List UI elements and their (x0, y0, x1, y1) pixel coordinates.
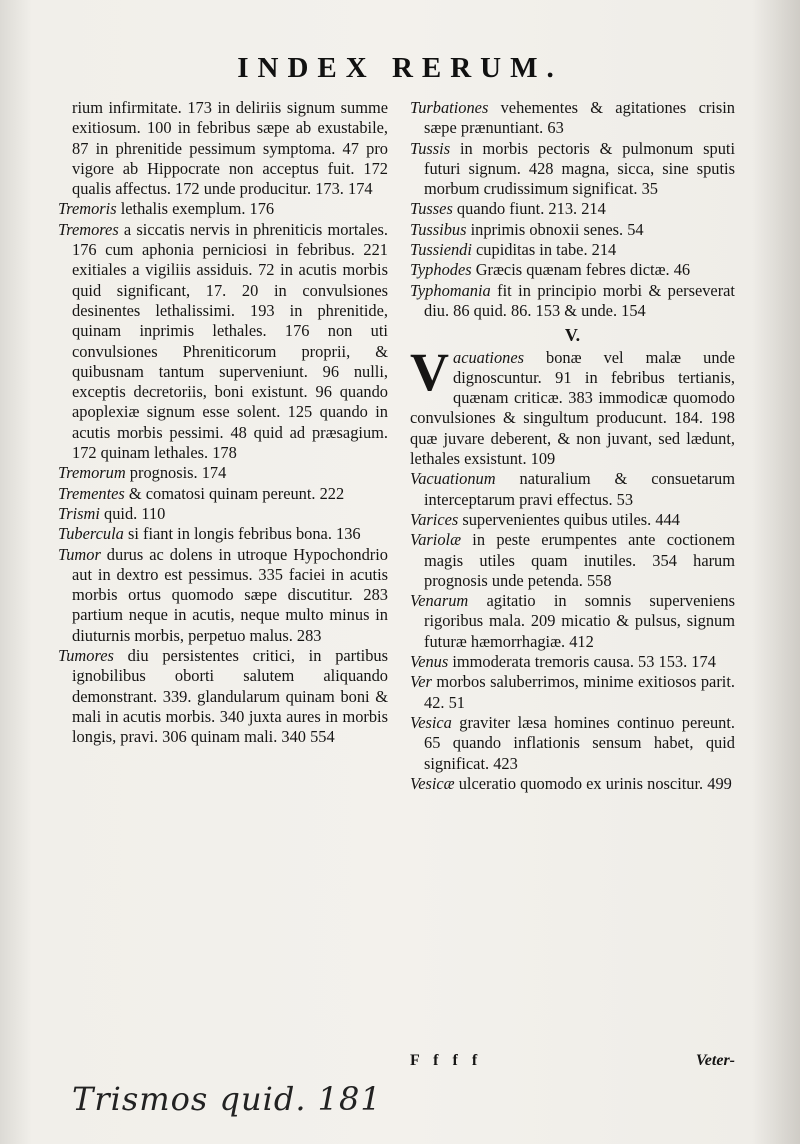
index-term: Trementes (58, 483, 125, 503)
index-text: immoderata tremoris causa. 53 153. 174 (448, 652, 716, 672)
index-term: Tusses (410, 199, 453, 219)
section-letter: V. (564, 325, 581, 346)
index-entry (58, 545, 388, 646)
index-text: quando fiunt. 213. 214 (452, 199, 606, 219)
index-entry (410, 469, 735, 510)
index-term: Variolæ (410, 530, 462, 550)
index-text: agitatio in somnis superveniens rigoribus mala. 209 micatio & pulsus, signum futuræ hæmorrhagiæ. 412 (424, 591, 735, 651)
index-entry (58, 646, 388, 747)
index-entry (58, 484, 388, 504)
index-entry (410, 672, 735, 713)
index-term: Vesica (410, 712, 452, 732)
index-entry (410, 199, 735, 219)
index-entry (58, 524, 388, 544)
index-text: fit in principio morbi & perseverat diu. 86 quid. 86. 153 & unde. 154 (424, 280, 735, 320)
page-header: INDEX RERUM. (237, 52, 563, 84)
index-text: morbos saluberrimos, minime exitiosos parit. 42. 51 (424, 672, 735, 712)
index-text: Græcis quænam febres dictæ. 46 (471, 260, 691, 280)
left-column (58, 98, 388, 748)
index-term: Tumor (58, 544, 101, 564)
index-term: Tubercula (58, 524, 124, 544)
right-column (410, 98, 735, 794)
index-entry (58, 220, 388, 464)
dropcap-entry-text: bonæ vel malæ unde dignoscuntur. 91 in febribus tertianis, quænam criticæ. 383 immodicæ quomodo convulsiones & singultum producunt. 184. 198 quæ juvare deberent, & non juvant, sed lædunt, lethales exsistunt. 109 (410, 347, 735, 469)
index-term: Tussiendi (410, 240, 472, 260)
handwritten-note: Trismos quid. 181 (72, 1080, 382, 1118)
index-entry (410, 530, 735, 591)
index-entry (410, 713, 735, 774)
index-term: Typhomania (410, 280, 491, 300)
index-term: Tremores (58, 219, 119, 239)
index-text: durus ac dolens in utroque Hypochondrio aut in dextro est pessimus. 335 faciei in acutis morbis ortus quomodo sæpe discutitur. 283 partium neque in acutis, neque multo minus in diuturnis morbis, perpetuo malus. 283 (72, 544, 388, 645)
index-text: graviter læsa homines continuo pereunt. 65 quando inflationis sensum habet, quid significat. 423 (424, 712, 735, 773)
index-term: Tumores (58, 646, 114, 666)
index-text: lethalis exemplum. 176 (116, 199, 275, 219)
index-term: Typhodes (410, 260, 472, 280)
index-text: quid. 110 (99, 503, 166, 523)
index-entry (58, 463, 388, 483)
index-term: Tussibus (410, 219, 467, 239)
index-term: Varices (410, 509, 459, 529)
page-footer (410, 1052, 735, 1070)
index-text: cupiditas in tabe. 214 (471, 240, 617, 260)
index-term: Turbationes (410, 98, 489, 117)
index-term: Tremoris (58, 199, 117, 219)
index-entry (58, 199, 388, 219)
index-text: in morbis pectoris & pulmonum sputi futuri signum. 428 magna, sicca, sine sputis morbum crudissimum significat. 35 (424, 138, 735, 199)
index-entry (410, 652, 735, 672)
signature-mark: F f f f (410, 1052, 483, 1069)
index-entry (410, 281, 735, 322)
index-term: Vacuationum (410, 469, 496, 489)
index-entry (58, 98, 388, 199)
catchword: Veter- (695, 1052, 735, 1069)
index-text: & comatosi quinam pereunt. 222 (124, 483, 345, 503)
dropcap-letter: V (410, 341, 449, 402)
index-text: diu persistentes critici, in partibus ignobilibus oborti salutem aliquando demonstrant. 339. glandularum quinam boni & mali in acutis morbis. 340 juxta aures in morbis longis, pravi. 306 quinam mali. 340 554 (72, 646, 388, 747)
index-text: prognosis. 174 (125, 463, 227, 483)
right-column-bottom-entries (410, 469, 735, 794)
dropcap-entry-term: acuationes (453, 347, 525, 367)
index-entry (410, 774, 735, 794)
index-text: supervenientes quibus utiles. 444 (458, 509, 680, 529)
index-entry (410, 220, 735, 240)
index-entry (410, 260, 735, 280)
index-term: Ver (410, 672, 432, 692)
index-text: a siccatis nervis in phreniticis mortales. 176 cum aphonia perniciosi in febribus. 221 exitiales a vigiliis assiduis. 72 in acutis morbis quid significant, 17. 20 in convulsiones desinentes lethalissimi. 193 in phrenitide, quinam inprimis lethales. 176 non uti convulsiones Phreniticorum proprii, & quibusnam tantum superveniunt. 96 nulli, exceptis decretoriis, boni existunt. 96 quando apoplexiæ signum esse solent. 125 quando in acutis morbis pessimi. 48 quid ad præsagium. 172 quinam lethales. 178 (72, 219, 388, 463)
index-text: rium infirmitate. 173 in deliriis signum summe exitiosum. 100 in febribus sæpe ab exustabile, 87 in phrenitide pessimum symptoma. 47 pro vigore ab Hippocrate non acceptus fuit. 172 qualis affectus. 172 unde producitur. 173. 174 (72, 98, 388, 199)
index-text: naturalium & consuetarum interceptarum pravi effectus. 53 (424, 469, 735, 509)
index-term: Vesicæ (410, 773, 455, 793)
index-term: Venarum (410, 591, 469, 611)
index-text: si fiant in longis febribus bona. 136 (123, 524, 361, 544)
index-term: Tremorum (58, 463, 126, 483)
index-text: in peste erumpentes ante coctionem magis utiles quam inutiles. 354 harum prognosis unde petenda. 558 (424, 530, 735, 590)
index-term: Trismi (58, 503, 100, 523)
index-entry (410, 98, 735, 139)
index-entry (410, 510, 735, 530)
index-entry (410, 139, 735, 200)
index-term: Tussis (410, 138, 451, 158)
index-text: vehementes & agitationes crisin sæpe prænuntiant. 63 (424, 98, 735, 138)
index-text: inprimis obnoxii senes. 54 (466, 219, 644, 239)
index-term: Venus (410, 652, 449, 672)
index-entry (58, 504, 388, 524)
right-column-top-entries (410, 98, 735, 321)
dropcap-entry (410, 341, 735, 470)
index-entry (410, 591, 735, 652)
index-entry (410, 240, 735, 260)
index-text: ulceratio quomodo ex urinis noscitur. 499 (454, 773, 732, 793)
